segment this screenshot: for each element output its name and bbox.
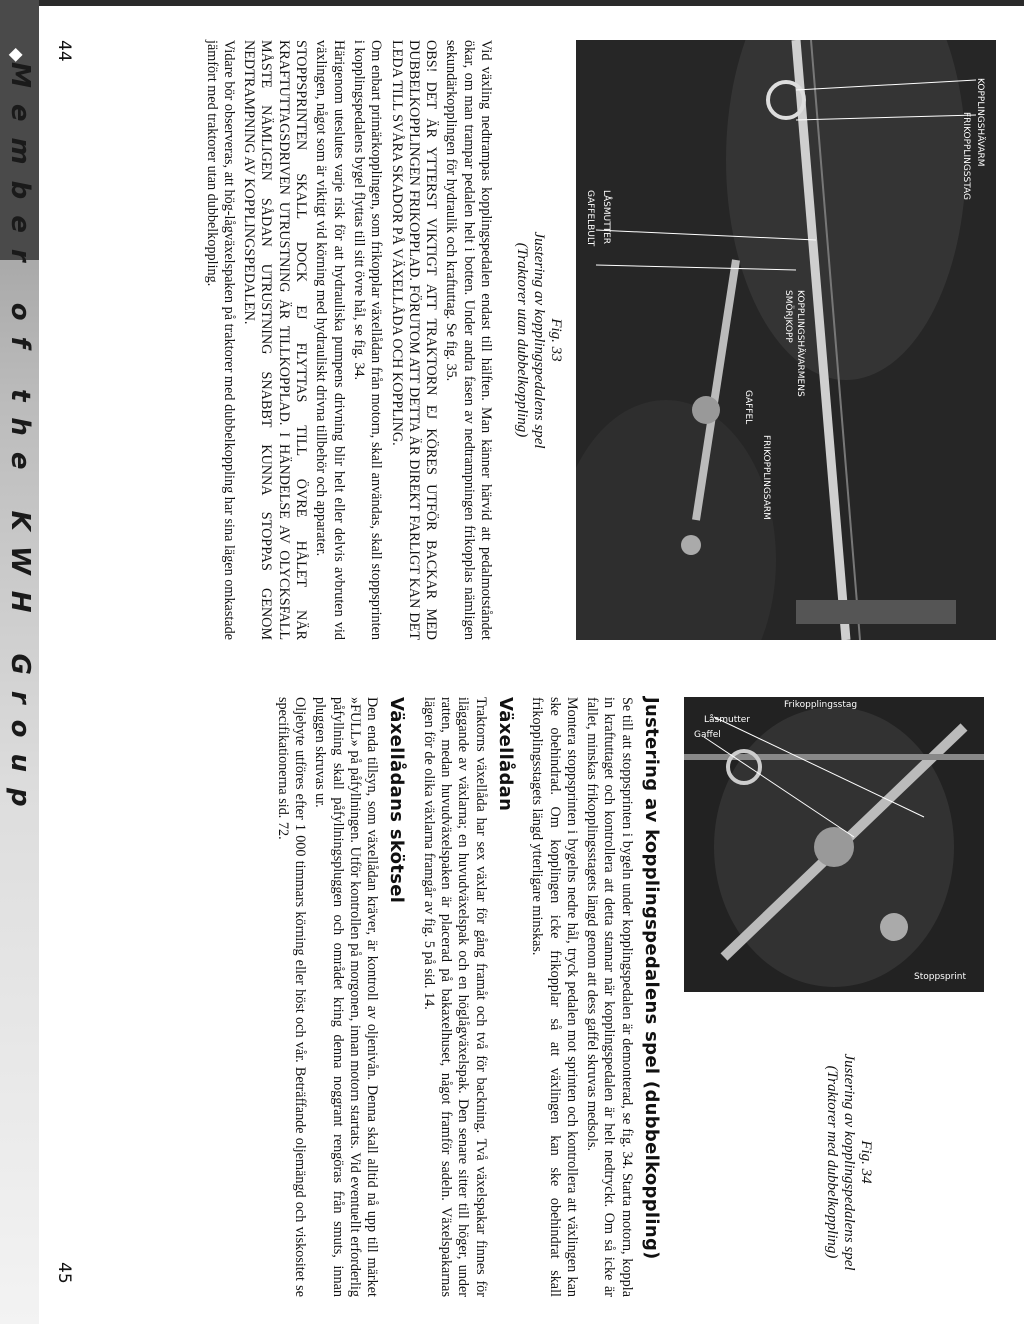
figure-34-photo (684, 697, 984, 992)
figure-34-drawing (684, 697, 984, 992)
label-smorjkopp-1: KOPPLINGSHÄVARMENS (795, 290, 805, 397)
label-smorjkopp-2: SMÖRJKOPP (783, 290, 793, 343)
paragraph: Vid växling nedtrampas kopplingspedalen endast till hälften. Man känner härvid att pedalmotståndet ökar, om man trampar pedalen helt i botten. Under andra fasen av nedtrampningen frikopplas nämligen sekundärkopplingen för hydraulik och kraftuttag. Se fig. 35. (443, 40, 494, 640)
figure-34-caption-line2: (Traktorer med dubbelkoppling) (824, 1065, 840, 1259)
section-heading: Växellådans skötsel (386, 697, 408, 904)
figure-33-caption-line1: Justering av kopplingspedalens spel (531, 231, 547, 449)
section-heading: Växellådan (494, 697, 516, 812)
paragraph: OBS! DET ÄR YTTERST VIKTIGT ATT TRAKTORN EJ KÖRES UTFÖR BACKAR MED DUBBELKOPPLINGEN FRIKOPPLAD. FÖRUTOM ATT DETTA ÄR DIREKT FARLIGT KAN DET LEDA TILL SVÅRA SKADOR PÅ VÄXELLÅDA OCH KOPPLING. (388, 40, 440, 640)
figure-34-number: Fig. 34 (858, 1140, 874, 1184)
figure-34-caption-line1: Justering av kopplingspedalens spel (841, 1053, 857, 1271)
label-frikopplingsstag: Frikopplingsstag (784, 700, 858, 710)
paragraph: Se till att stoppsprinten i bygeln under kopplingspedalen är demonterad, se fig. 34. Starta motorn, koppla in kraftuttaget och kontrollera att detta stannar när kopplingspedalen är helt nedtryckt. Om så icke är fallet, minskas frikopplingsstagets längd genom att dess gaffel skruvas medsols. (584, 697, 635, 1297)
label-frikopplingsarm: FRIKOPPLINGSARM (761, 435, 771, 520)
figure-34-caption (823, 1022, 874, 1302)
figure-33-caption-line2: (Traktorer utan dubbelkoppling) (514, 242, 530, 438)
page-45-body (270, 697, 674, 1297)
paragraph: Om enbart primärkopplingen, som frikopplar växellådan från motorn, skall användas, skall stoppsprinten i kopplingspedalens bygel flyttas till sitt övre hål, se fig. 34. (350, 40, 385, 640)
page-44-body (199, 40, 494, 640)
figure-33-caption (513, 40, 564, 640)
label-lasmutter: Låsmutter (704, 715, 750, 725)
figure-33-photo (576, 40, 996, 640)
paragraph: STOPPSPRINTEN SKALL DOCK EJ FLYTTAS TILL ÖVRE HÅLET NÄR KRAFTUTTAGSDRIVEN UTRUSTNING ÄR TILLKOPPLAD. I HÄNDELSE AV OLYCKSFALL MÅSTE NÄMLIGEN SÅDAN UTRUSTNING SNABBT KUNNA STOPPAS GENOM NEDTRAMPNING AV KOPPLINGSPEDALEN. (241, 40, 310, 640)
label-kopplingshavarm: KOPPLINGSHÄVARM (975, 78, 985, 167)
paragraph: Härigenom uteslutes varje risk för att hydrauliska pumpens drivning blir helt eller delvis avbruten vid växlingen, något som är viktigt vid körning med hydrauliskt drivna tillbehör och apparater. (313, 40, 347, 640)
label-gaffel: GAFFEL (743, 390, 753, 425)
paragraph: Oljebyte utföres efter 1 000 timmars körning eller höst och vår. Beträffande oljemängd och viskositet se specifikationerna sid. 72. (274, 697, 308, 1297)
label-stoppsprint: Stoppsprint (914, 972, 967, 982)
logo-diamond-icon: ◆ (6, 48, 27, 62)
page-number-44: 44 (54, 40, 74, 62)
label-gaffel: Gaffel (694, 730, 721, 740)
paragraph: Traktorns växellåda har sex växlar för gång framåt och två för backning. Två växelspakar finnes för iläggande av växlarna; en huvudväxelspak och en höglågväxelspak. Den senare sitter till höger, under ratten, medan huvudväxelspaken är placerad på bakaxelhuset, något framför sadeln. Växelspakarnas lägen för de olika växlarna framgår av fig. 5 på sid. 14. (420, 697, 489, 1297)
paragraph: Montera stoppsprinten i bygelns nedre hål, tryck pedalen mot sprinten och kontrollera att växlingen kan ske obehindrad. Om kopplingen icke frikopplar så att växlingen kan ske obehindrat skall frikopplingsstagets längd ytterligare minskas. (529, 697, 580, 1297)
page-45 (0, 662, 1024, 1324)
figure-33-drawing (576, 40, 996, 640)
page-number-45: 45 (54, 1262, 74, 1284)
label-lasmutter: LÅSMUTTER (601, 190, 611, 245)
paragraph: Vidare bör observeras, att hög-lågväxelspaken på traktorer med dubbelkoppling har sina lägen omkastade jämfört med traktorer utan dubbelkoppling. (203, 40, 237, 640)
footer-strip (0, 0, 39, 1324)
figure-33-number: Fig. 33 (548, 318, 564, 362)
label-gaffelbult: GAFFELBULT (585, 190, 595, 247)
paragraph: Den enda tillsyn, som växellådan kräver, är kontroll av oljenivån. Denna skall alltid nå upp till märket »FULL» på påfyllningen. Utför kontrollen på morgonen, innan motorn startats. Vid eventuellt erforderlig påfyllning skall påfyllningspluggen och området kring denna noggrant rengöras från smuts, innan pluggen skruvas ur. (312, 697, 381, 1297)
footer-tagline: Member of the KWH Group (5, 62, 35, 823)
label-frikopplingsstag: FRIKOPPLINGSSTAG (961, 112, 971, 201)
section-heading: Justering av kopplingspedalens spel (dubbelkoppling) (641, 697, 662, 1260)
